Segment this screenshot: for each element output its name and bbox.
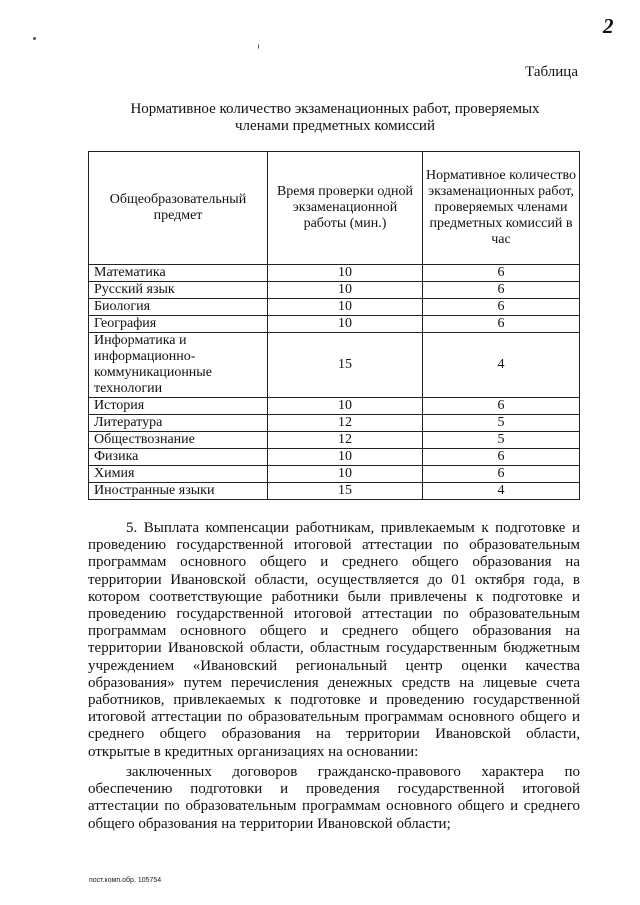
cell-time: 10	[268, 299, 423, 316]
paragraph-line: аттестации по образовательным программам основного общего и среднего	[88, 798, 580, 815]
title-line-1: Нормативное количество экзаменационных работ, проверяемых	[130, 101, 540, 117]
cell-time: 10	[268, 449, 423, 466]
header-norm: Нормативное количество экзаменационных работ, проверяемых членами предметных комиссий в час	[423, 152, 580, 265]
table-label: Таблица	[525, 64, 578, 80]
scan-speck-left	[33, 37, 36, 40]
cell-norm: 5	[423, 432, 580, 449]
paragraph-line: проведению государственной итоговой аттестации по образовательным	[88, 537, 580, 554]
cell-time: 12	[268, 432, 423, 449]
cell-norm: 6	[423, 316, 580, 333]
cell-time: 10	[268, 265, 423, 282]
cell-norm: 6	[423, 282, 580, 299]
cell-time: 15	[268, 483, 423, 500]
paragraph-line: проведению государственной итоговой аттестации по образовательным	[88, 606, 580, 623]
cell-subject: Химия	[89, 466, 268, 483]
table-row	[89, 415, 580, 432]
paragraph-line: обеспечению подготовки и проведения государственной итоговой	[88, 781, 580, 798]
table-row	[89, 333, 580, 398]
table-row	[89, 398, 580, 415]
cell-subject: Литература	[89, 415, 268, 432]
table-row	[89, 299, 580, 316]
paragraph-line: итоговой аттестации по образовательным программам основного общего и	[88, 709, 580, 726]
cell-subject: История	[89, 398, 268, 415]
table-title	[90, 101, 580, 135]
cell-norm: 4	[423, 483, 580, 500]
table-row	[89, 282, 580, 299]
norms-table	[88, 151, 580, 500]
cell-time: 15	[268, 333, 423, 398]
paragraph-5	[88, 520, 580, 761]
paragraph-line: открытые в кредитных организациях на основании:	[88, 743, 419, 760]
paragraph-line: образования» путем перечисления денежных средств на лицевые счета	[88, 674, 580, 691]
paragraph-line: среднего общего образования на территории Ивановской области,	[88, 726, 580, 743]
title-line-2: членами предметных комиссий	[235, 118, 435, 134]
cell-subject: Иностранные языки	[89, 483, 268, 500]
paragraph-line: программам основного общего и среднего общего образования на	[88, 554, 580, 571]
cell-norm: 6	[423, 466, 580, 483]
table-row	[89, 265, 580, 282]
cell-time: 10	[268, 398, 423, 415]
cell-subject: Информатика и информационно-коммуникационные технологии	[89, 333, 268, 398]
table-row	[89, 432, 580, 449]
cell-norm: 6	[423, 265, 580, 282]
cell-norm: 6	[423, 398, 580, 415]
registration-mark: пост.комп.обр. 105754	[89, 877, 162, 884]
paragraph-line: общего образования на территории Ивановской области;	[88, 815, 451, 832]
cell-norm: 4	[423, 333, 580, 398]
cell-time: 10	[268, 316, 423, 333]
table-row	[89, 466, 580, 483]
cell-subject: География	[89, 316, 268, 333]
cell-subject: Математика	[89, 265, 268, 282]
header-subject: Общеобразовательный предмет	[89, 152, 268, 265]
paragraph-line: котором соответствующие работники были привлечены к подготовке и	[88, 588, 580, 605]
header-time: Время проверки одной экзаменационной работы (мин.)	[268, 152, 423, 265]
cell-norm: 6	[423, 449, 580, 466]
scan-speck-center	[258, 44, 259, 49]
paragraph-line: территории Ивановской области, осуществляется до 01 октября года, в	[88, 571, 580, 588]
cell-subject: Физика	[89, 449, 268, 466]
paragraph-line: территории Ивановской области, областным государственным бюджетным	[88, 640, 580, 657]
page-number: 2	[603, 14, 614, 38]
cell-time: 10	[268, 466, 423, 483]
cell-time: 12	[268, 415, 423, 432]
cell-subject: Биология	[89, 299, 268, 316]
table-header-row	[89, 152, 580, 265]
paragraph-line: учреждением «Ивановский региональный центр оценки качества	[88, 657, 580, 674]
paragraph-line: программам основного общего и среднего общего образования на	[88, 623, 580, 640]
paragraph-line: заключенных договоров гражданско-правового характера по	[126, 764, 580, 780]
table-row	[89, 483, 580, 500]
paragraph-contracts	[88, 764, 580, 833]
cell-subject: Обществознание	[89, 432, 268, 449]
cell-time: 10	[268, 282, 423, 299]
paragraph-line: 5. Выплата компенсации работникам, привлекаемым к подготовке и	[126, 520, 580, 536]
paragraph-line: работников, привлекаемых к подготовке и проведению государственной	[88, 692, 580, 709]
table-row	[89, 316, 580, 333]
cell-norm: 5	[423, 415, 580, 432]
cell-subject: Русский язык	[89, 282, 268, 299]
table-row	[89, 449, 580, 466]
cell-norm: 6	[423, 299, 580, 316]
